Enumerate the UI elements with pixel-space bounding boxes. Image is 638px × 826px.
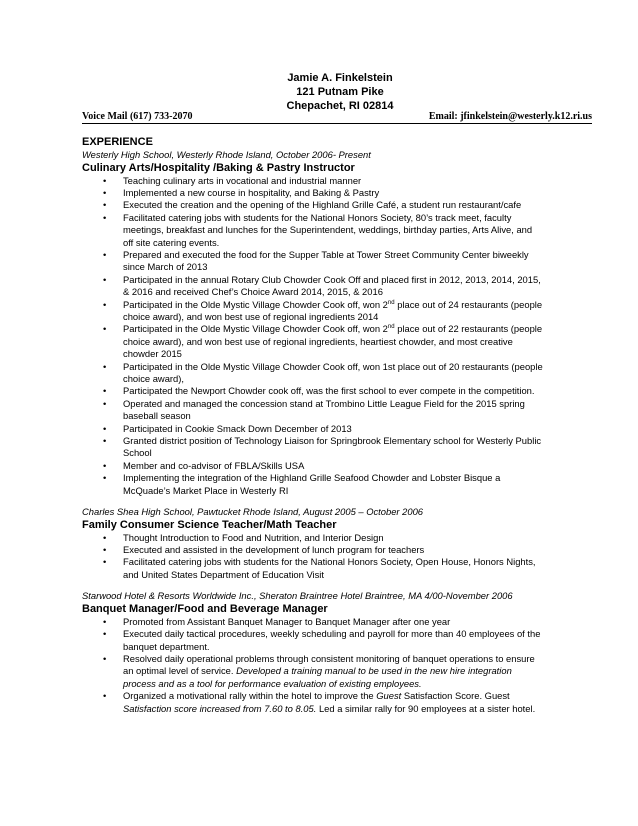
duty-text-line: choice award), and won best use of regional ingredients 2014 bbox=[123, 310, 379, 322]
duty-text-line: Participated in Cookie Smack Down December of 2013 bbox=[123, 422, 352, 434]
duty-item bbox=[82, 199, 602, 211]
job-title: Culinary Arts/Hospitality /Baking & Pastry Instructor bbox=[82, 161, 355, 174]
duty-list bbox=[82, 175, 602, 498]
duty-text-line: an optimal level of service. Developed a training manual to be used in the new hire integration bbox=[123, 665, 512, 677]
bullet-icon: • bbox=[103, 435, 107, 447]
bullet-icon: • bbox=[103, 174, 107, 186]
voicemail-text: Voice Mail (617) 733-2070 bbox=[82, 111, 193, 122]
duty-text-line: Granted district position of Technology Liaison for Springbrook Elementary school for Westerly Public bbox=[123, 435, 542, 447]
bullet-icon: • bbox=[103, 211, 107, 223]
duty-text-line: chowder 2015 bbox=[123, 348, 182, 360]
entry-spacer bbox=[82, 497, 602, 506]
bullet-icon: • bbox=[103, 186, 107, 198]
duty-item bbox=[82, 472, 602, 497]
bullet-icon: • bbox=[103, 459, 107, 471]
entry-spacer bbox=[82, 581, 602, 590]
duty-text-line: Teaching culinary arts in vocational and industrial manner bbox=[123, 174, 362, 186]
bullet-icon: • bbox=[103, 472, 107, 484]
candidate-name: Jamie A. Finkelstein bbox=[287, 72, 393, 84]
duty-item bbox=[82, 212, 602, 249]
duty-text-line: Participated in the annual Rotary Club Chowder Cook Off and placed first in 2012, 2013, 2014, 2015, bbox=[123, 273, 541, 285]
bullet-icon: • bbox=[103, 385, 107, 397]
duty-item bbox=[82, 690, 602, 715]
duty-text-line: Executed the creation and the opening of the Highland Grille Café, a student run restaurant/cafe bbox=[123, 199, 522, 211]
duty-text-line: Facilitated catering jobs with students for the National Honors Society, Open House, Honors Nights, bbox=[123, 556, 536, 568]
duty-text-line: Participated in the Olde Mystic Village Chowder Cook off, won 1st place out of 20 restaurants (people bbox=[123, 360, 543, 372]
duty-text-line: Implementing the integration of the Highland Grille Seafood Chowder and Lobster Bisque a bbox=[123, 472, 501, 484]
duty-item bbox=[82, 616, 602, 628]
city-address: Chepachet, RI 02814 bbox=[286, 100, 394, 112]
duty-item bbox=[82, 299, 602, 324]
duty-text-line: Operated and managed the concession stand at Trombino Little League Field for the 2015 spring bbox=[123, 397, 525, 409]
duty-text-line: Thought Introduction to Food and Nutrition, and Interior Design bbox=[123, 531, 384, 543]
employer-line: Starwood Hotel & Resorts Worldwide Inc., Sheraton Braintree Hotel Braintree, MA 4/00-November 2006 bbox=[82, 590, 513, 602]
bullet-icon: • bbox=[103, 556, 107, 568]
duty-text-line: Participated the Newport Chowder cook off, was the first school to ever compete in the competition. bbox=[123, 385, 535, 397]
bullet-icon: • bbox=[103, 543, 107, 555]
job-title: Family Consumer Science Teacher/Math Teacher bbox=[82, 518, 337, 531]
duty-text-line: baseball season bbox=[123, 410, 191, 422]
duty-text-line: Executed and assisted in the development of lunch program for teachers bbox=[123, 543, 425, 555]
duty-text-line: McQuade’s Market Place in Westerly RI bbox=[123, 484, 289, 496]
duty-text-line: choice award), bbox=[123, 373, 184, 384]
duty-text-line: Implemented a new course in hospitality, and Baking & Pastry bbox=[123, 186, 380, 198]
duty-text-line: off site catering events. bbox=[123, 236, 220, 248]
duty-list bbox=[82, 616, 602, 715]
duty-item bbox=[82, 274, 602, 299]
duty-text-line: Executed daily tactical procedures, weekly scheduling and payroll for more than 40 employees of the bbox=[123, 628, 541, 640]
duty-text-line: since March of 2013 bbox=[123, 261, 208, 273]
duty-text-line: meetings, breakfast and lunches for the Superintendent, weddings, birthday parties, Arts Alive, and bbox=[123, 224, 533, 236]
bullet-icon: • bbox=[103, 199, 107, 211]
duty-item bbox=[82, 423, 602, 435]
section-title-experience: EXPERIENCE bbox=[82, 136, 153, 148]
duty-item bbox=[82, 323, 602, 360]
duty-text-line: Promoted from Assistant Banquet Manager to Banquet Manager after one year bbox=[123, 615, 451, 627]
duty-text-line: Prepared and executed the food for the Supper Table at Tower Street Community Center biweekly bbox=[123, 248, 529, 260]
duty-text-line: Participated in the Olde Mystic Village Chowder Cook off, won 2nd place out of 22 restaurants (people bbox=[123, 323, 543, 335]
duty-item bbox=[82, 249, 602, 274]
duty-text-line: choice award), and won best use of regional ingredients, heartiest chowder, and most creative bbox=[123, 335, 513, 347]
bullet-icon: • bbox=[103, 652, 107, 664]
bullet-icon: • bbox=[103, 422, 107, 434]
duty-text-line: banquet department. bbox=[123, 640, 210, 652]
bullet-icon: • bbox=[103, 690, 107, 702]
duty-text-line: Satisfaction score increased from 7.60 to 8.05. Led a similar rally for 90 employees at a sister hotel. bbox=[123, 702, 536, 714]
employer-line: Charles Shea High School, Pawtucket Rhode Island, August 2005 – October 2006 bbox=[82, 506, 424, 518]
duty-item bbox=[82, 556, 602, 581]
duty-item bbox=[82, 398, 602, 423]
bullet-icon: • bbox=[103, 531, 107, 543]
resume-content bbox=[82, 136, 602, 715]
duty-text-line: and United States Department of Education Visit bbox=[123, 568, 324, 580]
duty-item bbox=[82, 532, 602, 544]
bullet-icon: • bbox=[103, 248, 107, 260]
duty-item bbox=[82, 175, 602, 187]
duty-item bbox=[82, 187, 602, 199]
duty-list bbox=[82, 532, 602, 582]
duty-item bbox=[82, 460, 602, 472]
duty-item bbox=[82, 435, 602, 460]
bullet-icon: • bbox=[103, 397, 107, 409]
resume-header bbox=[0, 71, 638, 113]
bullet-icon: • bbox=[103, 323, 107, 335]
bullet-icon: • bbox=[103, 298, 107, 310]
duty-text-line: Facilitated catering jobs with students for the National Honors Society, 80’s track meet, faculty bbox=[123, 211, 512, 223]
experience-list bbox=[82, 149, 602, 715]
duty-text-line: Organized a motivational rally within the hotel to improve the Guest Satisfaction Score. Guest bbox=[123, 690, 510, 702]
street-address: 121 Putnam Pike bbox=[296, 86, 384, 98]
bullet-icon: • bbox=[103, 628, 107, 640]
duty-item bbox=[82, 653, 602, 690]
duty-text-line: Resolved daily operational problems through consistent monitoring of banquet operations to ensure bbox=[123, 652, 535, 664]
duty-text-line: School bbox=[123, 447, 152, 459]
duty-text-line: & 2016 and received Chef’s Choice Award 2014, 2015, & 2016 bbox=[123, 286, 383, 298]
duty-item bbox=[82, 628, 602, 653]
contact-line bbox=[82, 110, 592, 124]
bullet-icon: • bbox=[103, 360, 107, 372]
duty-text-line: Participated in the Olde Mystic Village Chowder Cook off, won 2nd place out of 24 restaurants (people bbox=[123, 298, 543, 310]
duty-text-line: process and as a tool for performance evaluation of existing employees. bbox=[123, 677, 422, 689]
duty-item bbox=[82, 361, 602, 386]
duty-item bbox=[82, 544, 602, 556]
bullet-icon: • bbox=[103, 273, 107, 285]
email-text: Email: jfinkelstein@westerly.k12.ri.us bbox=[428, 111, 592, 122]
duty-item bbox=[82, 385, 602, 397]
bullet-icon: • bbox=[103, 615, 107, 627]
employer-line: Westerly High School, Westerly Rhode Island, October 2006- Present bbox=[82, 149, 371, 160]
duty-text-line: Member and co-advisor of FBLA/Skills USA bbox=[123, 459, 305, 471]
job-title: Banquet Manager/Food and Beverage Manager bbox=[82, 602, 328, 615]
